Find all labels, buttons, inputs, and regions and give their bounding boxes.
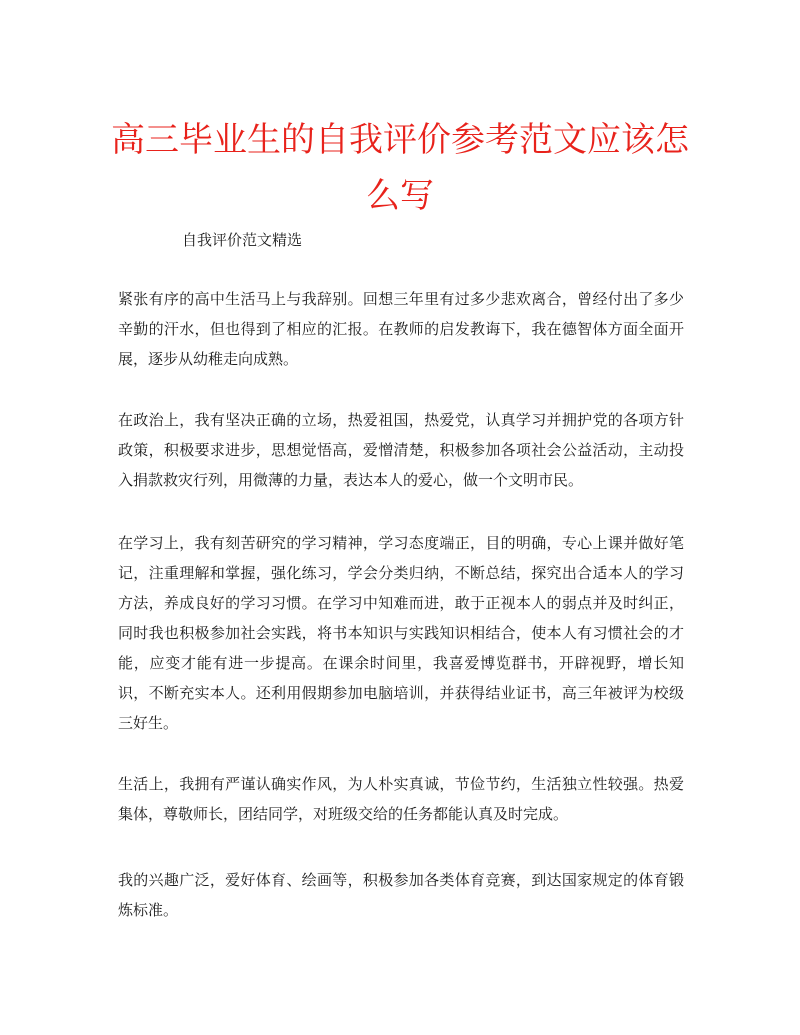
paragraph-study: 在学习上，我有刻苦研究的学习精神，学习态度端正，目的明确，专心上课并做好笔记，注重理解和掌握，强化练习，学会分类归纳，不断总结，探究出合适本人的学习方法，养成良好的学习习惯。在学习中知难而进，敢于正视本人的弱点并及时纠正，同时我也积极参加社会实践，将书本知识与实践知识相结合，使本人有习惯社会的才能，应变才能有进一步提高。在课余时间里，我喜爱博览群书，开辟视野，增长知识，不断充实本人。还利用假期参加电脑培训，并获得结业证书，高三年被评为校级三好生。 [118, 534, 684, 732]
document-subtitle: 自我评价范文精选 [182, 231, 303, 249]
paragraph-intro: 紧张有序的高中生活马上与我辞别。回想三年里有过多少悲欢离合，曾经付出了多少辛勤的汗水，但也得到了相应的汇报。在教师的启发教诲下，我在德智体方面全面开展，逐步从幼稚走向成熟。 [118, 290, 684, 368]
paragraph-politics: 在政治上，我有坚决正确的立场，热爱祖国，热爱党，认真学习并拥护党的各项方针政策，积极要求进步，思想觉悟高，爱憎清楚，积极参加各项社会公益活动，主动投入捐款救灾行列，用微薄的力量，表达本人的爱心，做一个文明市民。 [118, 411, 684, 489]
paragraph-interests: 我的兴趣广泛，爱好体育、绘画等，积极参加各类体育竞赛，到达国家规定的体育锻炼标准。 [118, 871, 684, 919]
document-title: 高三毕业生的自我评价参考范文应该怎么写 [111, 120, 689, 216]
paragraph-life: 生活上，我拥有严谨认确实作风，为人朴实真诚，节俭节约，生活独立性较强。热爱集体，尊敬师长，团结同学，对班级交给的任务都能认真及时完成。 [118, 775, 684, 823]
